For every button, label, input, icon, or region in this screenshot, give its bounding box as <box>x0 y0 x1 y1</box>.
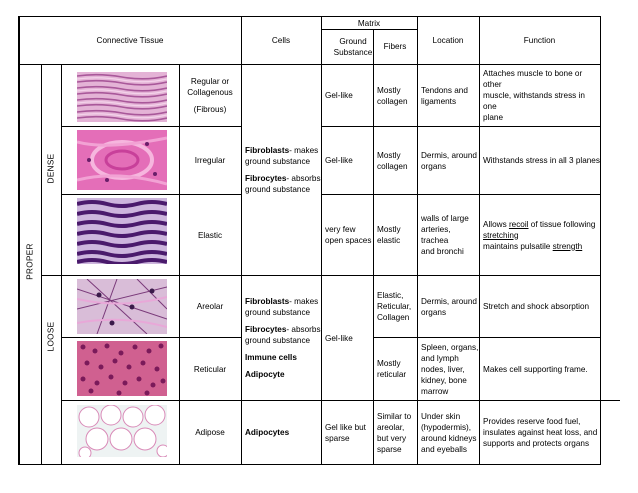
row-irregular-location: Dermis, around organs <box>421 150 477 171</box>
row-areolar-function: Stretch and shock absorption <box>483 302 590 311</box>
col-line-location <box>417 17 418 464</box>
row-adipose-function: Provides reserve food fuel, insulates against heat loss, and supports and protects organs <box>483 417 598 448</box>
row-adipose-name: Adipose <box>195 428 225 437</box>
adipocyte-term: Adipocyte <box>245 370 285 379</box>
row-irregular-name: Irregular <box>194 156 226 165</box>
immune-cells-term: Immune cells <box>245 353 297 362</box>
row-elastic-fibers: Mostly elastic <box>377 225 401 245</box>
col-line-proper <box>41 65 42 464</box>
loose-cells: Fibroblasts- makes ground substance Fibrocytes- absorbs ground substance Immune cells Adipocyte <box>245 297 321 379</box>
row-regular-location: Tendons and ligaments <box>421 85 468 106</box>
label-loose: LOOSE <box>46 321 56 352</box>
row-elastic-name: Elastic <box>197 230 223 240</box>
header-ground-substance: Ground Substance <box>333 36 373 57</box>
row-reticular-name: Reticular <box>193 364 227 374</box>
row-adipose-location: Under skin (hypodermis), around kidneys and eyeballs <box>421 411 477 454</box>
irregular-micrograph <box>77 130 167 190</box>
row-reticular-location: Spleen, organs, and lymph nodes, liver, kidney, bone marrow <box>421 342 479 396</box>
label-dense: DENSE <box>46 153 56 184</box>
row-elastic-function: Allows recoil of tissue following stretching maintains pulsatile strength <box>483 219 596 251</box>
row-irregular-ground: Gel-like <box>325 156 353 165</box>
header-location: Location <box>432 36 464 45</box>
row-areolar-name: Areolar <box>196 302 224 311</box>
col-line-ground <box>321 17 322 464</box>
row-elastic-location: walls of large arteries, trachea and bronchi <box>421 214 469 256</box>
row-irregular-function: Withstands stress in all 3 planes <box>483 156 600 165</box>
elastic-micrograph <box>77 198 167 270</box>
col-line-cells <box>241 17 242 464</box>
adipose-micrograph <box>77 405 167 457</box>
fibrocytes-term: Fibrocytes <box>245 174 287 183</box>
tissue-table <box>18 16 601 465</box>
label-proper: PROPER <box>25 243 35 280</box>
row-adipose-cells: Adipocytes <box>245 428 290 437</box>
dense-regular-micrograph <box>77 72 167 122</box>
dense-cells: Fibroblasts- makes ground substance Fibrocytes- absorbs ground substance <box>245 146 321 194</box>
row-areolar-fibers: Elastic, Reticular, Collagen <box>377 291 412 322</box>
col-line-subgroup <box>61 65 62 464</box>
fibroblasts-term: Fibroblasts <box>245 146 290 155</box>
row-regular-name: Regular or Collagenous (Fibrous) <box>187 77 233 114</box>
header-fibers: Fibers <box>383 42 407 51</box>
header-cells: Cells <box>271 36 291 45</box>
row-adipose-fibers: Similar to areolar, but very sparse <box>377 411 412 454</box>
areolar-micrograph <box>77 279 167 334</box>
header-matrix: Matrix <box>357 18 381 28</box>
row-adipose-ground: Gel like but sparse <box>325 422 366 443</box>
loose-ground-substance: Gel-like <box>325 333 353 343</box>
header-function: Function <box>523 36 556 45</box>
row-reticular-function: Makes cell supporting frame. <box>483 364 588 374</box>
reticular-micrograph <box>77 341 167 396</box>
row-regular-ground: Gel-like <box>325 91 353 100</box>
row-areolar-location: Dermis, around organs <box>421 296 477 317</box>
row-reticular-fibers: Mostly reticular <box>377 359 407 379</box>
row-regular-fibers: Mostly collagen <box>377 85 408 106</box>
row-regular-function: Attaches muscle to bone or other muscle, withstands stress in one plane <box>483 69 585 122</box>
header-connective-tissue: Connective Tissue <box>96 36 164 45</box>
col-line-fibers <box>373 29 374 464</box>
col-line-function <box>479 17 480 464</box>
row-elastic-ground: very few open spaces <box>325 225 372 245</box>
row-irregular-fibers: Mostly collagen <box>377 150 408 171</box>
fibroblasts-term-loose: Fibroblasts <box>245 297 290 306</box>
fibrocytes-term-loose: Fibrocytes <box>245 325 287 334</box>
